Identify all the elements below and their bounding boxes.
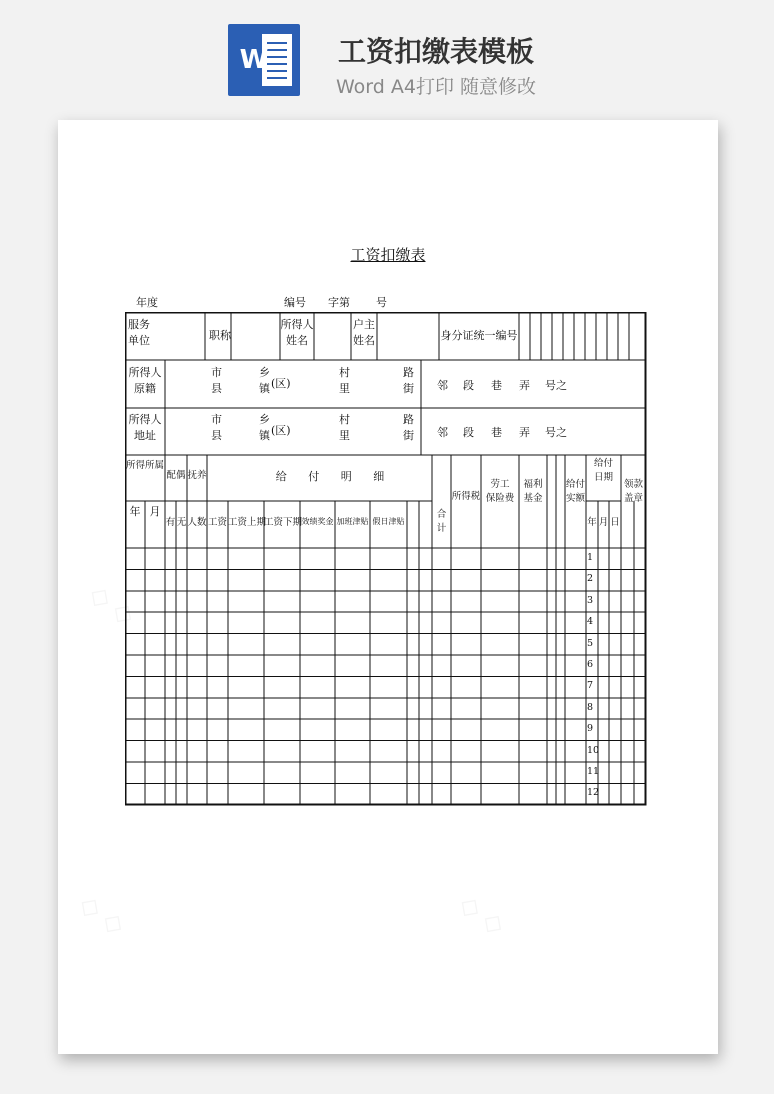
template-banner [0, 0, 774, 110]
city-county-label: 市 县 [211, 366, 222, 395]
town-label: 乡 镇 [259, 366, 270, 395]
pay-day-label: 日 [610, 517, 620, 528]
watermark-icon [454, 889, 511, 941]
has-spouse-label: 有 [165, 517, 176, 528]
pay-month-label: 月 [598, 517, 609, 528]
row-number: 9 [587, 723, 594, 735]
income-tax-label: 所得税 [451, 491, 481, 502]
xiang-label: 巷 [491, 426, 502, 439]
duan-label: 段 [463, 379, 474, 392]
income-period-label: 所得所属 [126, 460, 165, 471]
service-unit-label: 服务 单位 [128, 318, 150, 347]
dependent-count-label: 人数 [187, 517, 207, 528]
welfare-fund-label: 福利 基金 [523, 479, 543, 504]
year-column-label: 年 [129, 505, 141, 518]
lin-label: 邻 [437, 379, 448, 392]
row-number: 3 [587, 594, 594, 606]
dependents-label: 抚养 [187, 470, 207, 481]
city-county-label: 市 县 [211, 413, 222, 442]
salary-upper-label: 工资上期 [228, 517, 267, 528]
village-label: 村 里 [339, 366, 350, 395]
row-number: 10 [587, 744, 600, 756]
title-label: 职称 [209, 329, 231, 342]
seal-label: 领款 盖章 [623, 479, 643, 504]
total-label: 合 计 [436, 509, 447, 534]
pay-detail-label: 给 付 明 细 [275, 470, 385, 483]
salary-label: 工资 [207, 517, 227, 528]
pay-year-label: 年 [587, 517, 597, 528]
district-label: (区) [271, 377, 291, 390]
pay-date-label: 给付 日期 [593, 458, 613, 483]
labor-insurance-label: 劳工 保险费 [485, 479, 515, 504]
long-label: 弄 [519, 379, 530, 392]
row-number: 11 [587, 766, 600, 777]
withholding-table [125, 312, 647, 806]
spouse-label: 配偶 [166, 470, 186, 481]
zi-di-label: 字第 [328, 296, 350, 309]
duan-label: 段 [463, 426, 474, 439]
householder-name-label: 户主 姓名 [353, 318, 375, 347]
actual-pay-label: 给付 实额 [565, 479, 585, 504]
number-label: 编号 [284, 296, 306, 309]
document-page [58, 120, 718, 1054]
banner-subtitle: Word A4打印 随意修改 [335, 76, 536, 98]
salary-lower-label: 工资下期 [264, 517, 303, 528]
town-label: 乡 镇 [259, 413, 270, 442]
road-label: 路 街 [403, 366, 414, 395]
long-label: 弄 [519, 426, 530, 439]
row-number: 12 [587, 787, 600, 799]
recipient-name-label: 所得人 姓名 [280, 318, 314, 347]
district-label: (区) [271, 424, 291, 437]
row-number: 7 [587, 680, 594, 692]
overtime-label: 加班津贴 [336, 517, 369, 526]
row-number: 2 [587, 573, 594, 585]
id-number-label: 身分证统一编号 [440, 329, 518, 342]
row-number: 8 [587, 701, 594, 713]
table-grid [125, 312, 647, 806]
row-number: 4 [587, 616, 594, 628]
banner-title: 工资扣缴表模板 [337, 35, 534, 68]
holiday-allowance-label: 假日津贴 [372, 517, 405, 526]
address-label: 所得人 地址 [128, 413, 162, 442]
row-number: 5 [587, 637, 594, 649]
native-place-label: 所得人 原籍 [128, 366, 162, 395]
no-spouse-label: 无 [176, 517, 187, 528]
haozhi-label: 号之 [545, 379, 567, 392]
bonus-label: 效绩奖金 [301, 517, 334, 526]
road-label: 路 街 [403, 413, 414, 442]
watermark-icon [74, 889, 131, 941]
village-label: 村 里 [339, 413, 350, 442]
document-title: 工资扣缴表 [350, 246, 426, 264]
row-number: 1 [587, 552, 594, 563]
xiang-label: 巷 [491, 379, 502, 392]
row-number: 6 [587, 659, 594, 670]
hao-label: 号 [376, 296, 387, 309]
year-label: 年度 [136, 296, 158, 309]
word-app-icon [228, 24, 300, 96]
lin-label: 邻 [437, 426, 448, 439]
month-column-label: 月 [149, 505, 161, 518]
word-letter: W [239, 45, 269, 75]
haozhi-label: 号之 [545, 426, 567, 439]
